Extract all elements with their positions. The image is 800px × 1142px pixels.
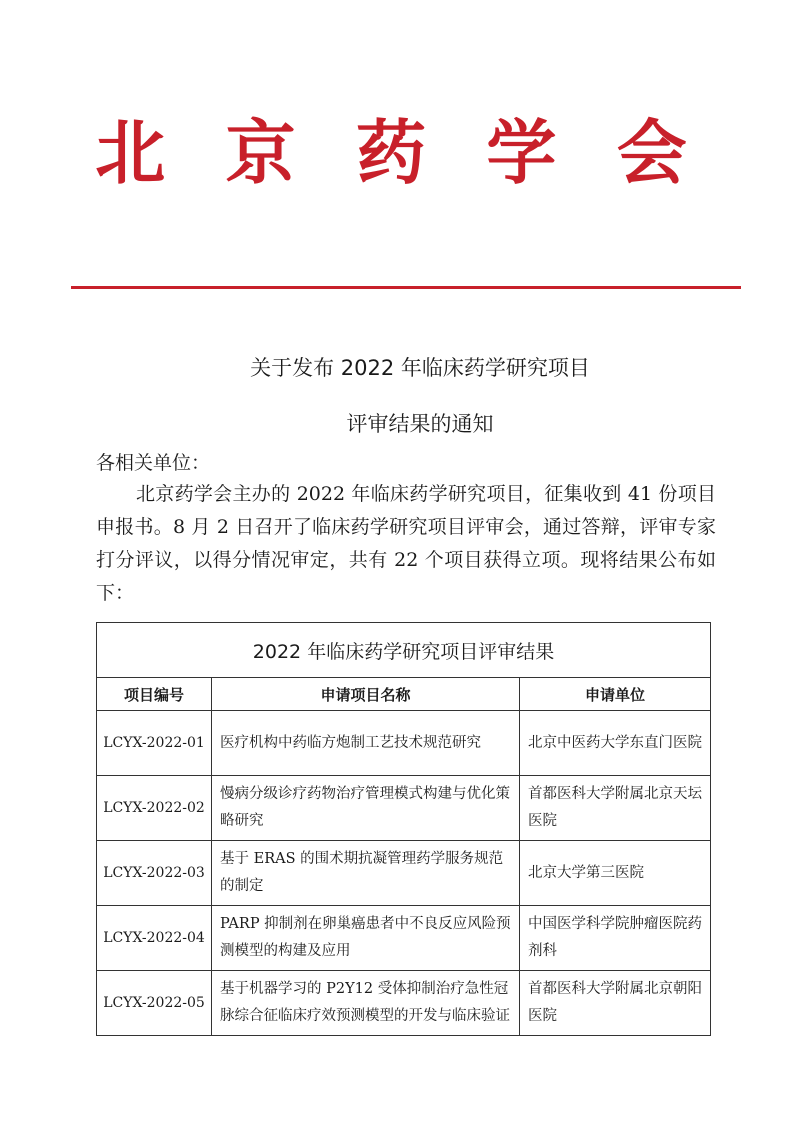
project-code: LCYX-2022-05 [97, 971, 212, 1036]
applicant-unit: 中国医学科学院肿瘤医院药剂科 [520, 906, 711, 971]
table-row [97, 711, 711, 776]
table-row [97, 971, 711, 1036]
table-caption: 2022 年临床药学研究项目评审结果 [97, 623, 711, 678]
project-name: 基于机器学习的 P2Y12 受体抑制治疗急性冠脉综合征临床疗效预测模型的开发与临床验证 [212, 971, 520, 1036]
project-name: 医疗机构中药临方炮制工艺技术规范研究 [212, 711, 520, 776]
column-header-project-name: 申请项目名称 [212, 678, 520, 711]
table-row [97, 776, 711, 841]
column-header-unit: 申请单位 [520, 678, 711, 711]
project-name: 基于 ERAS 的围术期抗凝管理药学服务规范的制定 [212, 841, 520, 906]
notice-title-line1: 关于发布 2022 年临床药学研究项目 [250, 356, 590, 380]
notice-title-line2: 评审结果的通知 [346, 412, 494, 436]
results-table [96, 622, 711, 1036]
project-code: LCYX-2022-03 [97, 841, 212, 906]
salutation: 各相关单位： [96, 452, 211, 474]
project-code: LCYX-2022-02 [97, 776, 212, 841]
applicant-unit: 首都医科大学附属北京天坛医院 [520, 776, 711, 841]
applicant-unit: 北京大学第三医院 [520, 841, 711, 906]
table-row [97, 906, 711, 971]
body-paragraph: 北京药学会主办的 2022 年临床药学研究项目，征集收到 41 份项目申报书。8 月 2 日召开了临床药学研究项目评审会，通过答辩，评审专家打分评议，以得分情况审定，共有 22 个项目获得立项。现将结果公布如下： [96, 483, 716, 604]
project-code: LCYX-2022-01 [97, 711, 212, 776]
applicant-unit: 北京中医药大学东直门医院 [520, 711, 711, 776]
project-name: 慢病分级诊疗药物治疗管理模式构建与优化策略研究 [212, 776, 520, 841]
org-name-letterhead: 北 京 药 学 会 [95, 111, 705, 194]
letterhead-divider [71, 286, 741, 289]
applicant-unit: 首都医科大学附属北京朝阳医院 [520, 971, 711, 1036]
project-code: LCYX-2022-04 [97, 906, 212, 971]
project-name: PARP 抑制剂在卵巢癌患者中不良反应风险预测模型的构建及应用 [212, 906, 520, 971]
column-header-code: 项目编号 [97, 678, 212, 711]
table-row [97, 841, 711, 906]
